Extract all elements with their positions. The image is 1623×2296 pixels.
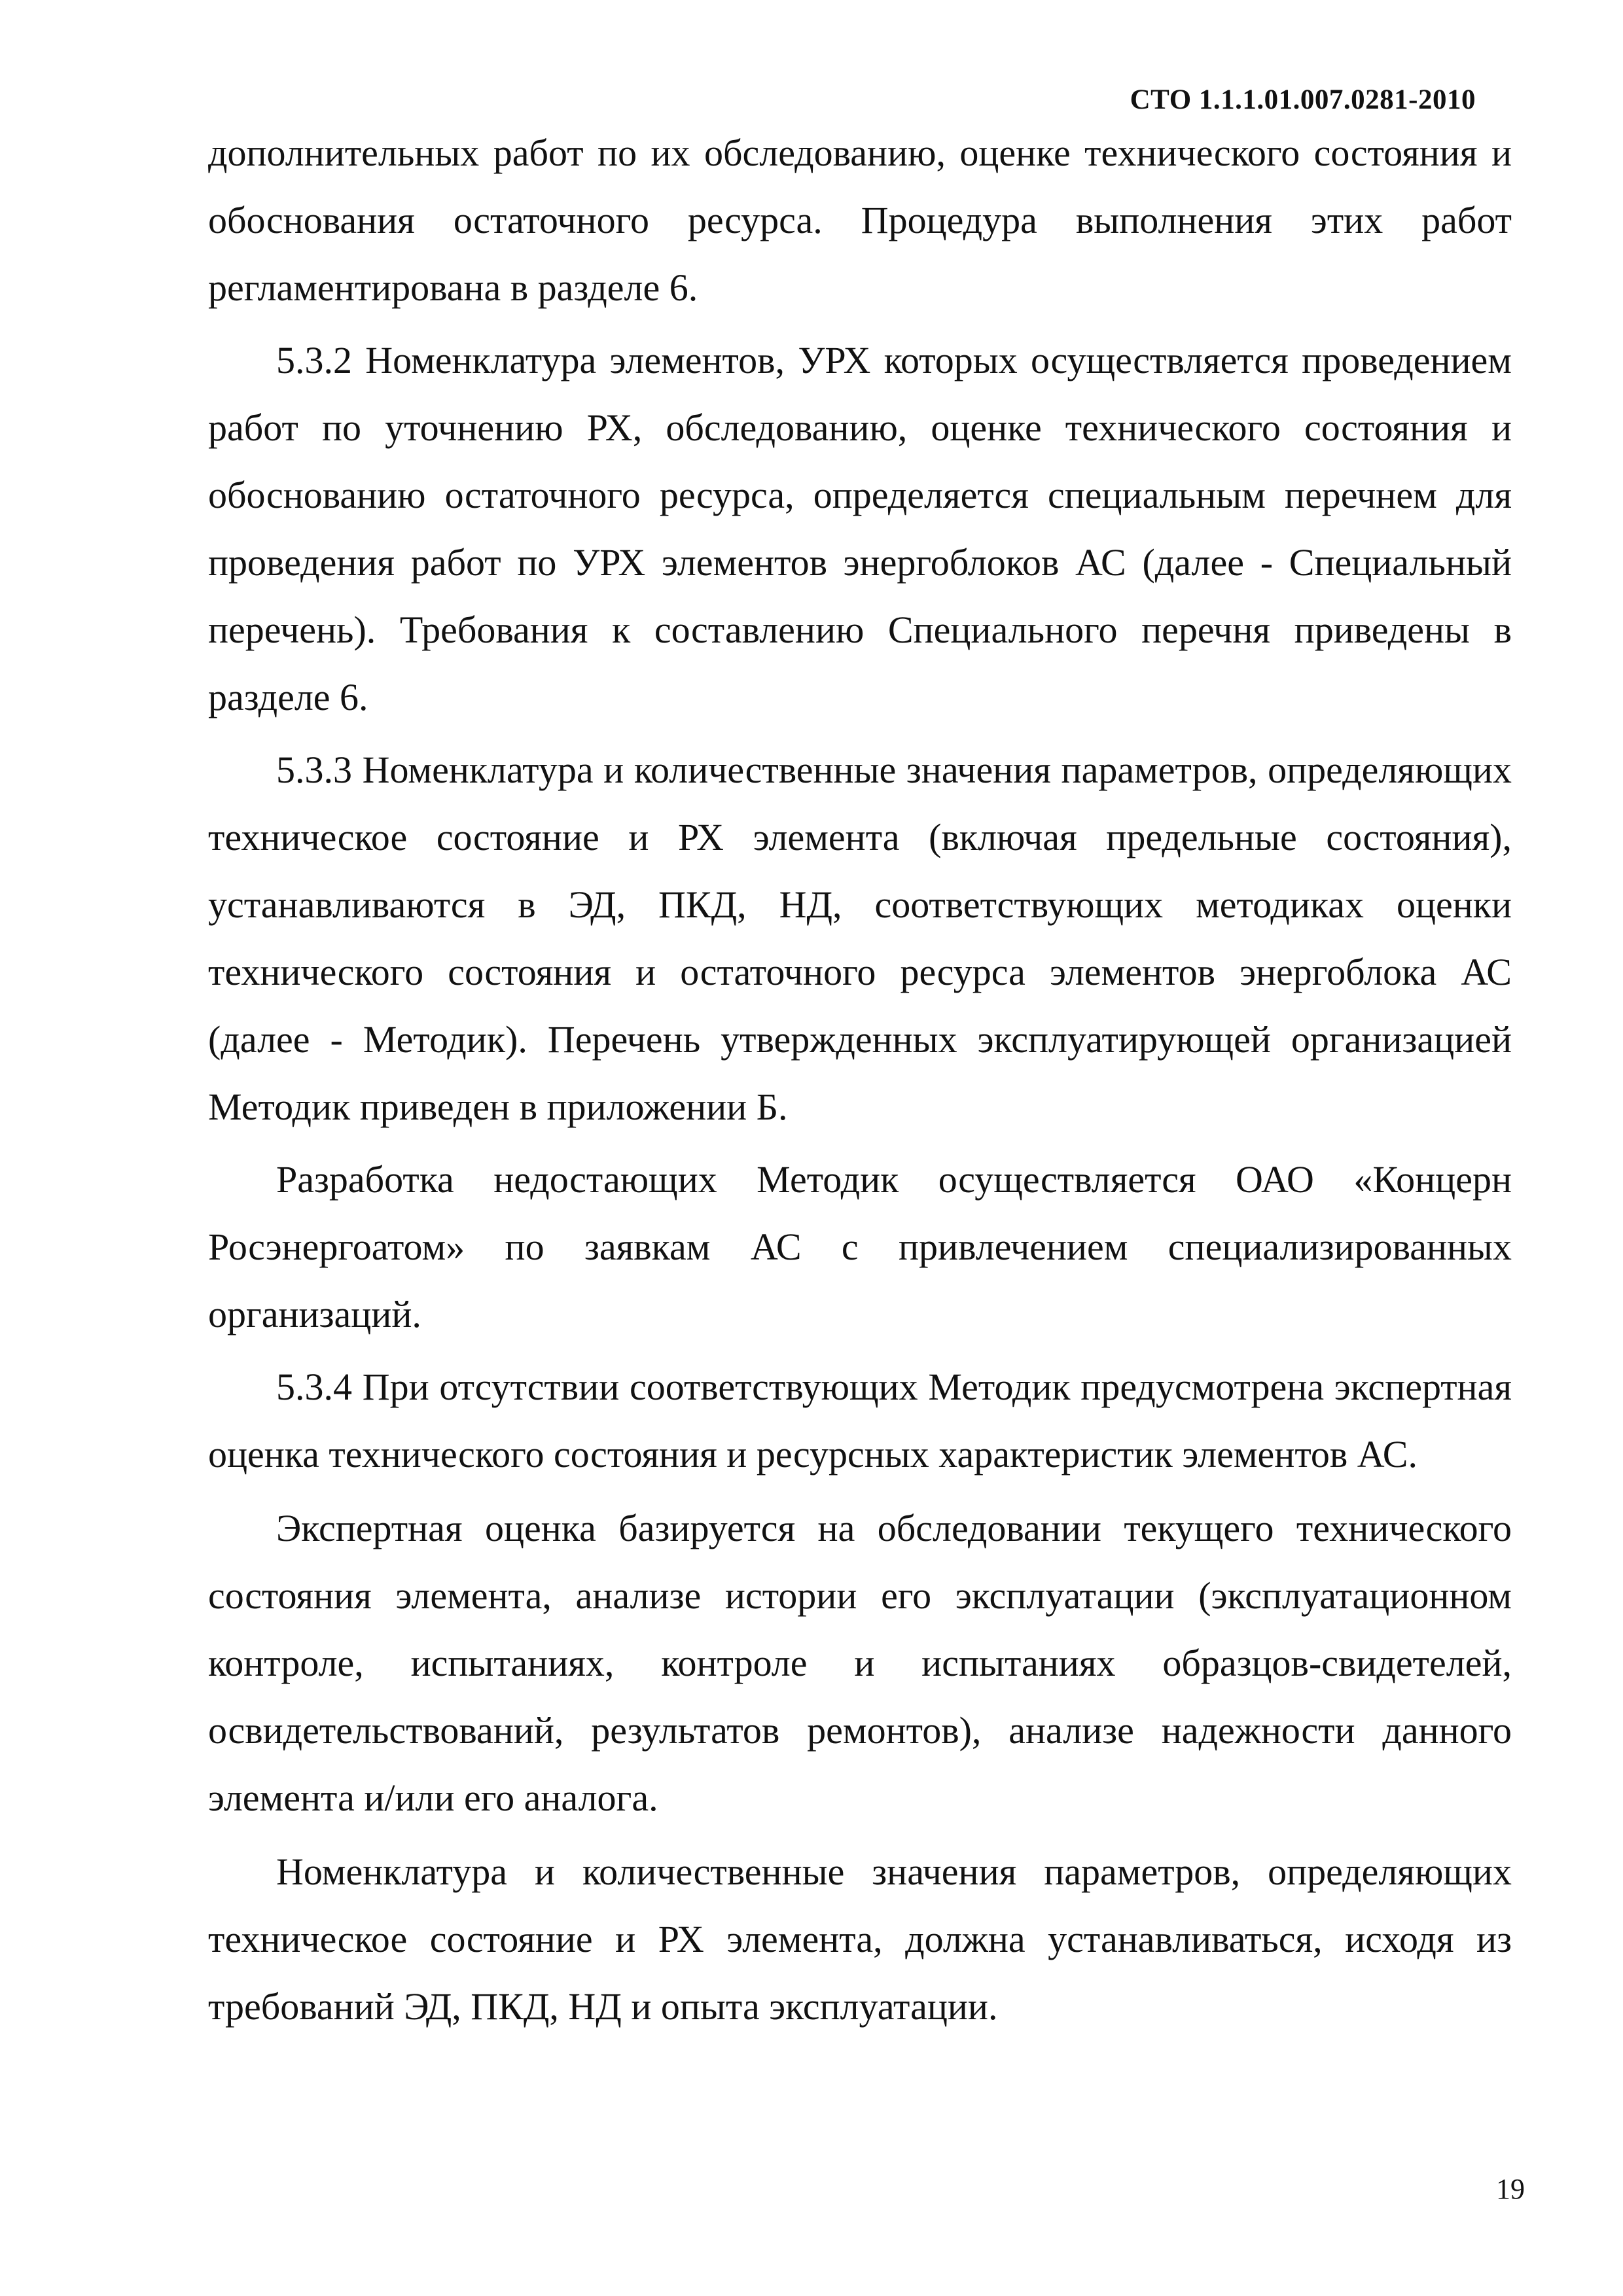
paragraph-5-3-2: 5.3.2 Номенклатура элементов, УРХ которых осуществляется проведением работ по уточнению РХ, обследованию, оценке технического состояния и обоснованию остаточного ресурса, определяется специальным перечнем для проведения работ по УРХ элементов энергоблоков АС (далее - Специальный перечень). Требования к составлению Специального перечня приведены в разделе 6. [208,339,1512,718]
document-body [208,119,1512,2040]
paragraph-methods-development: Разработка недостающих Методик осуществляется ОАО «Концерн Росэнергоатом» по заявкам АС с привлечением специализированных организаций. [208,1158,1512,1335]
paragraph-parameters: Номенклатура и количественные значения параметров, определяющих техническое состояние и РХ элемента, должна устанавливаться, исходя из требований ЭД, ПКД, НД и опыта эксплуатации. [208,1850,1512,2028]
paragraph-continuation: дополнительных работ по их обследованию, оценке технического состояния и обоснования остаточного ресурса. Процедура выполнения этих работ регламентирована в разделе 6. [208,132,1512,309]
page-number: 19 [1496,2173,1525,2205]
paragraph-5-3-3: 5.3.3 Номенклатура и количественные значения параметров, определяющих техническое состояние и РХ элемента (включая предельные состояния), устанавливаются в ЭД, ПКД, НД, соответствующих методиках оценки технического состояния и остаточного ресурса элементов энергоблока АС (далее - Методик). Перечень утвержденных эксплуатирующей организацией Методик приведен в приложении Б. [208,749,1512,1128]
paragraph-5-3-4: 5.3.4 При отсутствии соответствующих Методик предусмотрена экспертная оценка технического состояния и ресурсных характеристик элементов АС. [208,1366,1512,1475]
document-code: СТО 1.1.1.01.007.0281-2010 [1130,84,1476,115]
paragraph-expert-assessment: Экспертная оценка базируется на обследовании текущего технического состояния элемента, анализе истории его эксплуатации (эксплуатационном контроле, испытаниях, контроле и испытаниях образцов-свидетелей, освидетельствований, результатов ремонтов), анализе надежности данного элемента и/или его аналога. [208,1507,1512,1819]
